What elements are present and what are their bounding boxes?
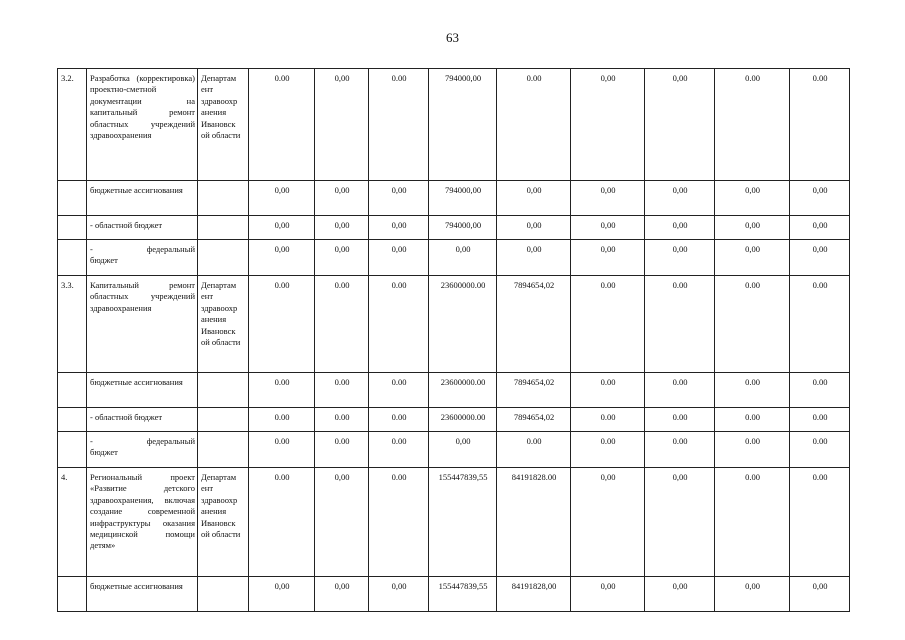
value-cell: 0.00: [369, 432, 429, 468]
row-responsible: [198, 240, 249, 276]
value-cell: 0,00: [369, 240, 429, 276]
row-description: - областной бюджет: [87, 408, 198, 432]
row-index: [58, 432, 87, 468]
value-cell: 0,00: [249, 577, 315, 612]
description-word: федеральный: [146, 436, 195, 446]
value-cell: 0,00: [315, 468, 369, 577]
value-cell: 0,00: [429, 432, 497, 468]
value-cell: 0,00: [571, 577, 645, 612]
row-responsible: [198, 408, 249, 432]
value-cell: 0.00: [315, 408, 369, 432]
value-cell: 0,00: [790, 577, 850, 612]
value-cell: 7894654,02: [497, 276, 571, 373]
value-cell: 0.00: [790, 432, 850, 468]
row-description: Региональный проект «Развитие детского здравоохранения, включая создание современной инфраструктуры оказания медицинской помощи детям»: [87, 468, 198, 577]
value-cell: 0,00: [315, 69, 369, 181]
value-cell: 0.00: [715, 276, 790, 373]
value-cell: 0,00: [571, 240, 645, 276]
value-cell: 0,00: [315, 240, 369, 276]
table-row: [58, 577, 850, 612]
table-row: [58, 181, 850, 216]
value-cell: 0.00: [645, 408, 715, 432]
table-row: [58, 69, 850, 181]
value-cell: 0.00: [249, 373, 315, 408]
description-tail: бюджет: [90, 255, 118, 266]
value-cell: 0.00: [315, 276, 369, 373]
value-cell: 0,00: [497, 216, 571, 240]
value-cell: 0,00: [571, 69, 645, 181]
value-cell: 0.00: [249, 69, 315, 181]
value-cell: 0.00: [571, 276, 645, 373]
table-row: [58, 432, 850, 468]
value-cell: 794000,00: [429, 181, 497, 216]
row-responsible: [198, 216, 249, 240]
value-cell: 0.00: [571, 408, 645, 432]
table-row: [58, 240, 850, 276]
value-cell: 0,00: [645, 181, 715, 216]
value-cell: 0,00: [715, 181, 790, 216]
value-cell: 0,00: [645, 468, 715, 577]
table-row: [58, 468, 850, 577]
value-cell: 0,00: [249, 216, 315, 240]
value-cell: 0.00: [790, 408, 850, 432]
value-cell: 0.00: [369, 408, 429, 432]
value-cell: 23600000.00: [429, 373, 497, 408]
value-cell: 0.00: [790, 69, 850, 181]
row-responsible: Департам ент здравоохр анения Ивановск ой области: [198, 468, 249, 577]
value-cell: 0.00: [715, 432, 790, 468]
value-cell: 0,00: [645, 69, 715, 181]
value-cell: 0,00: [315, 181, 369, 216]
value-cell: 794000,00: [429, 216, 497, 240]
row-description: бюджетные ассигнования: [87, 181, 198, 216]
row-responsible: Департам ент здравоохр анения Ивановск ой области: [198, 69, 249, 181]
value-cell: 7894654,02: [497, 408, 571, 432]
value-cell: 155447839,55: [429, 468, 497, 577]
value-cell: 0.00: [369, 468, 429, 577]
value-cell: 0.00: [369, 276, 429, 373]
page-number: 63: [446, 30, 459, 45]
value-cell: 0,00: [497, 240, 571, 276]
value-cell: 0,00: [645, 216, 715, 240]
value-cell: 0.00: [715, 408, 790, 432]
row-responsible: [198, 181, 249, 216]
row-index: [58, 373, 87, 408]
value-cell: 0.00: [249, 432, 315, 468]
value-cell: 0,00: [715, 577, 790, 612]
value-cell: 0.00: [645, 432, 715, 468]
row-index: [58, 240, 87, 276]
value-cell: 0.00: [249, 408, 315, 432]
value-cell: 0.00: [369, 69, 429, 181]
row-description: [87, 432, 198, 468]
table-row: [58, 373, 850, 408]
value-cell: 0,00: [571, 181, 645, 216]
row-description: бюджетные ассигнования: [87, 577, 198, 612]
row-description: - областной бюджет: [87, 216, 198, 240]
value-cell: 0,00: [315, 577, 369, 612]
row-responsible: Департам ент здравоохр анения Ивановск ой области: [198, 276, 249, 373]
row-responsible: [198, 577, 249, 612]
row-description: Разработка (корректировка) проектно-сметной документации на капитальный ремонт областных учреждений здравоохранения: [87, 69, 198, 181]
row-description: бюджетные ассигнования: [87, 373, 198, 408]
row-index: [58, 216, 87, 240]
description-tail: бюджет: [90, 447, 118, 458]
value-cell: 155447839,55: [429, 577, 497, 612]
row-index: 4.: [58, 468, 87, 577]
value-cell: 0,00: [571, 216, 645, 240]
value-cell: 0.00: [249, 276, 315, 373]
table-row: [58, 276, 850, 373]
row-index: 3.2.: [58, 69, 87, 181]
value-cell: 23600000.00: [429, 276, 497, 373]
value-cell: 0.00: [715, 69, 790, 181]
value-cell: 0.00: [645, 373, 715, 408]
value-cell: 0,00: [497, 181, 571, 216]
value-cell: 0.00: [790, 373, 850, 408]
value-cell: 0,00: [369, 577, 429, 612]
row-description: [87, 240, 198, 276]
description-dash: -: [90, 244, 93, 254]
value-cell: 84191828,00: [497, 577, 571, 612]
row-responsible: [198, 432, 249, 468]
value-cell: 794000,00: [429, 69, 497, 181]
value-cell: 0.00: [790, 468, 850, 577]
value-cell: 0,00: [645, 240, 715, 276]
row-description: Капитальный ремонт областных учреждений здравоохранения: [87, 276, 198, 373]
value-cell: 0,00: [249, 240, 315, 276]
value-cell: 0,00: [790, 216, 850, 240]
value-cell: 0,00: [715, 240, 790, 276]
value-cell: 0.00: [497, 432, 571, 468]
description-dash: -: [90, 436, 93, 446]
value-cell: 0.00: [497, 69, 571, 181]
value-cell: 7894654,02: [497, 373, 571, 408]
value-cell: 0,00: [315, 216, 369, 240]
value-cell: 0,00: [790, 181, 850, 216]
table-row: [58, 216, 850, 240]
value-cell: 0,00: [429, 240, 497, 276]
value-cell: 0.00: [369, 373, 429, 408]
value-cell: 0.00: [790, 276, 850, 373]
value-cell: 0.00: [571, 432, 645, 468]
value-cell: 0.00: [715, 373, 790, 408]
row-index: [58, 408, 87, 432]
value-cell: 0.00: [315, 432, 369, 468]
value-cell: 0,00: [369, 181, 429, 216]
value-cell: 0,00: [715, 216, 790, 240]
row-index: [58, 577, 87, 612]
value-cell: 0,00: [249, 181, 315, 216]
value-cell: 23600000.00: [429, 408, 497, 432]
value-cell: 0.00: [645, 276, 715, 373]
description-word: федеральный: [146, 244, 195, 254]
value-cell: 84191828.00: [497, 468, 571, 577]
value-cell: 0.00: [715, 468, 790, 577]
value-cell: 0,00: [790, 240, 850, 276]
value-cell: 0.00: [249, 468, 315, 577]
value-cell: 0,00: [645, 577, 715, 612]
row-responsible: [198, 373, 249, 408]
row-index: 3.3.: [58, 276, 87, 373]
value-cell: 0,00: [369, 216, 429, 240]
budget-table: [57, 68, 850, 612]
value-cell: 0.00: [571, 373, 645, 408]
value-cell: 0,00: [571, 468, 645, 577]
value-cell: 0.00: [315, 373, 369, 408]
row-index: [58, 181, 87, 216]
table-row: [58, 408, 850, 432]
